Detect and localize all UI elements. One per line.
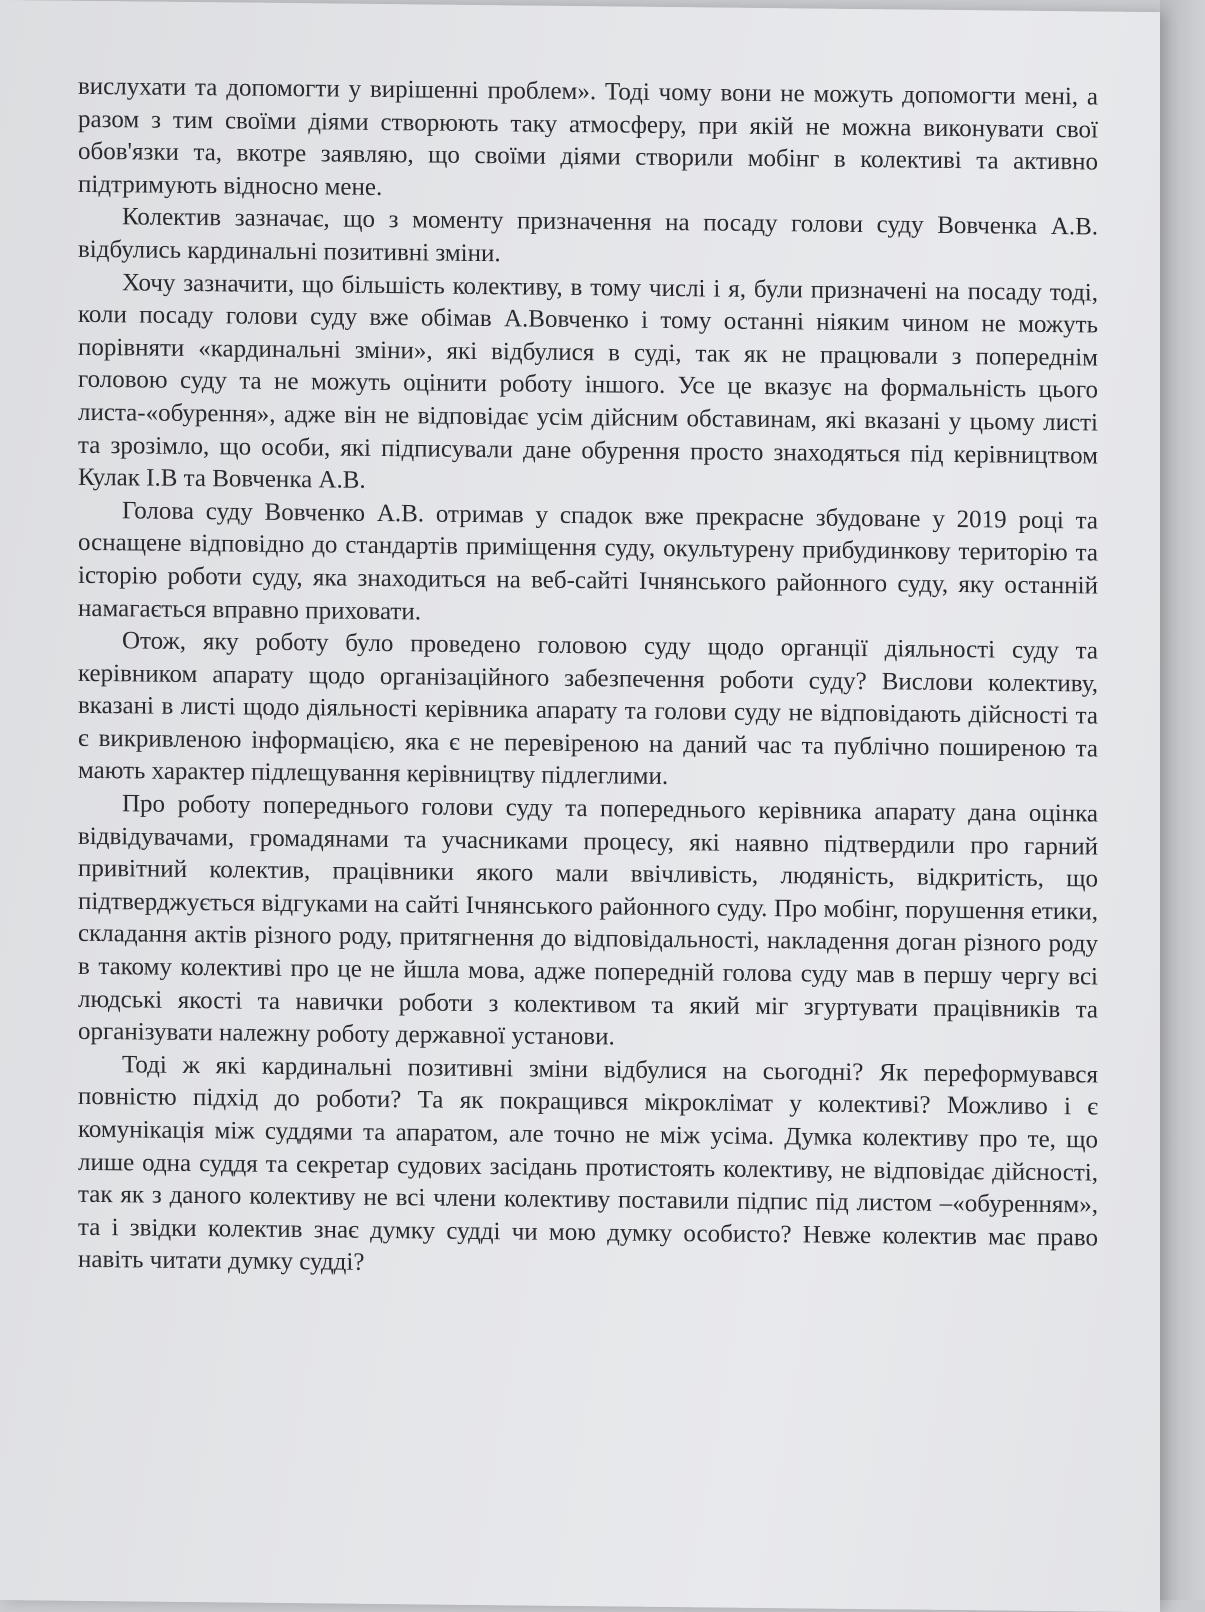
paragraph-6: Про роботу попереднього голови суду та попереднього керівника апарату дана оцінка відвідувачами, громадянами та учасниками процесу, які наявно підтвердили про гарний привітний колектив, працівники якого мали ввічливість, людяність, відкритість, що підтверджується відгуками на сайті Ічнянського районного суду. Про мобінг, порушення етики, складання актів різного роду, притягнення до відповідальності, накладення доган різного роду в такому колективі про це не йшла мова, адже попередній голова суду мав в першу чергу всі людські якості та навички роботи з колективом та який міг згуртувати працівників та організувати належну роботу державної установи. — [78, 790, 1098, 1051]
paragraph-2: Колектив зазначає, що з моменту призначення на посаду голови суду Вовченка А.В. відбулись кардинальні позитивні зміни. — [78, 203, 1098, 268]
paragraph-5: Отож, яку роботу було проведено головою суду щодо органції діяльності суду та керівником апарату щодо організаційного забезпечення роботи суду? Вислови колективу, вказані в листі щодо діяльності керівника апарату та голови суду не відповідають дійсності та є викривленою інформацією, яка є не перевіреною на даний час та публічно поширеною та мають характер підлещування керівництву підлеглими. — [78, 627, 1098, 791]
paragraph-7: Тоді ж які кардинальні позитивні зміни відбулися на сьогодні? Як переформувався повністю підхід до роботи? Та як покращився мікроклімат у колективі? Можливо і є комунікація між суддями та апаратом, але точно не між усіма. Думка колективу про те, що лише одна суддя та секретар судових засідань протистоять колективу, не відповідає дійсності, так як з даного колективу не всі члени колективу поставили підпис під листом –«обуренням», та і звідки колектив знає думку судді чи мою думку особисто? Невже колектив має право навіть читати думку судді? — [78, 1051, 1098, 1277]
paragraph-4: Голова суду Вовченко А.В. отримав у спадок вже прекрасне збудоване у 2019 році та оснащене відповідно до стандартів приміщення суду, окультурену прибудинкову територію та історію роботи суду, яка знаходиться на веб-сайті Ічнянського районного суду, яку останній намагається вправно приховати. — [78, 496, 1098, 625]
paragraph-3: Хочу зазначити, що більшість колективу, в тому числі і я, були призначені на посаду тоді, коли посаду голови суду вже обімав А.Вовченко і тому останні ніяким чином не можуть порівняти «кардинальні зміни», які відбулися в суді, так як не працювали з попереднім головою суду та не можуть оцінити роботу іншого. Усе це вказує на формальність цього листа-«обурення», адже він не відповідає усім дійсним обставинам, які вказані у цьому листі та зрозімло, що особи, які підписували дане обурення просто знаходяться під керівництвом Кулак І.В та Вовченка А.В. — [78, 268, 1098, 494]
paragraph-1: вислухати та допомогти у вирішенні проблем». Тоді чому вони не можуть допомогти мені, а разом з тим своїми діями створюють таку атмосферу, при якій не можна виконувати свої обов'язки та, вкотре заявляю, що своїми діями створили мобінг в колективі та активно підтримують відносно мене. — [78, 72, 1098, 201]
document-body — [78, 71, 1098, 1288]
page-right-edge — [1160, 0, 1205, 1600]
